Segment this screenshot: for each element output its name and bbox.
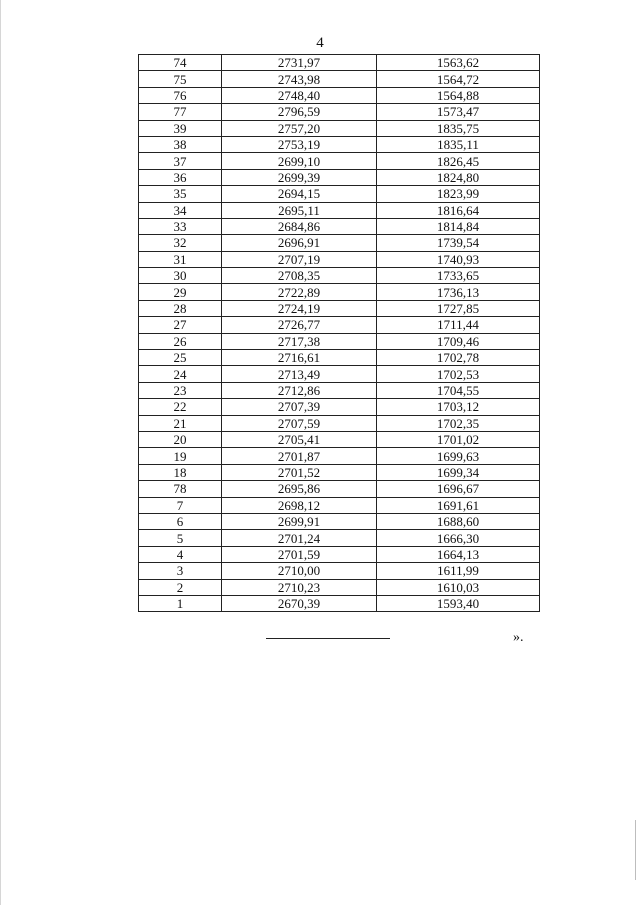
point-number-cell: 39 bbox=[139, 120, 222, 136]
y-coordinate-cell: 1611,99 bbox=[377, 563, 540, 579]
y-coordinate-cell: 1739,54 bbox=[377, 235, 540, 251]
x-coordinate-cell: 2684,86 bbox=[222, 218, 377, 234]
point-number-cell: 29 bbox=[139, 284, 222, 300]
x-coordinate-cell: 2707,19 bbox=[222, 251, 377, 267]
x-coordinate-cell: 2753,19 bbox=[222, 136, 377, 152]
point-number-cell: 37 bbox=[139, 153, 222, 169]
table-row bbox=[139, 546, 540, 562]
y-coordinate-cell: 1823,99 bbox=[377, 186, 540, 202]
x-coordinate-cell: 2695,11 bbox=[222, 202, 377, 218]
table-row bbox=[139, 284, 540, 300]
table-row bbox=[139, 366, 540, 382]
point-number-cell: 31 bbox=[139, 251, 222, 267]
y-coordinate-cell: 1691,61 bbox=[377, 497, 540, 513]
table-row bbox=[139, 317, 540, 333]
table-row bbox=[139, 169, 540, 185]
point-number-cell: 19 bbox=[139, 448, 222, 464]
y-coordinate-cell: 1702,35 bbox=[377, 415, 540, 431]
table-row bbox=[139, 186, 540, 202]
x-coordinate-cell: 2696,91 bbox=[222, 235, 377, 251]
x-coordinate-cell: 2707,39 bbox=[222, 399, 377, 415]
table-row bbox=[139, 415, 540, 431]
x-coordinate-cell: 2713,49 bbox=[222, 366, 377, 382]
table-row bbox=[139, 481, 540, 497]
point-number-cell: 18 bbox=[139, 464, 222, 480]
y-coordinate-cell: 1711,44 bbox=[377, 317, 540, 333]
point-number-cell: 74 bbox=[139, 55, 222, 71]
table-row bbox=[139, 202, 540, 218]
point-number-cell: 22 bbox=[139, 399, 222, 415]
x-coordinate-cell: 2710,23 bbox=[222, 579, 377, 595]
x-coordinate-cell: 2701,87 bbox=[222, 448, 377, 464]
x-coordinate-cell: 2731,97 bbox=[222, 55, 377, 71]
table-row bbox=[139, 350, 540, 366]
point-number-cell: 6 bbox=[139, 513, 222, 529]
x-coordinate-cell: 2707,59 bbox=[222, 415, 377, 431]
x-coordinate-cell: 2726,77 bbox=[222, 317, 377, 333]
y-coordinate-cell: 1736,13 bbox=[377, 284, 540, 300]
table-row bbox=[139, 333, 540, 349]
x-coordinate-cell: 2699,10 bbox=[222, 153, 377, 169]
point-number-cell: 34 bbox=[139, 202, 222, 218]
table-row bbox=[139, 153, 540, 169]
y-coordinate-cell: 1824,80 bbox=[377, 169, 540, 185]
x-coordinate-cell: 2699,39 bbox=[222, 169, 377, 185]
table-row bbox=[139, 399, 540, 415]
y-coordinate-cell: 1573,47 bbox=[377, 104, 540, 120]
table-row bbox=[139, 268, 540, 284]
point-number-cell: 1 bbox=[139, 595, 222, 611]
point-number-cell: 75 bbox=[139, 71, 222, 87]
y-coordinate-cell: 1702,78 bbox=[377, 350, 540, 366]
x-coordinate-cell: 2701,24 bbox=[222, 530, 377, 546]
point-number-cell: 2 bbox=[139, 579, 222, 595]
table-row bbox=[139, 513, 540, 529]
point-number-cell: 38 bbox=[139, 136, 222, 152]
y-coordinate-cell: 1702,53 bbox=[377, 366, 540, 382]
point-number-cell: 27 bbox=[139, 317, 222, 333]
point-number-cell: 5 bbox=[139, 530, 222, 546]
table-row bbox=[139, 87, 540, 103]
x-coordinate-cell: 2694,15 bbox=[222, 186, 377, 202]
table-row bbox=[139, 218, 540, 234]
table-row bbox=[139, 595, 540, 611]
x-coordinate-cell: 2698,12 bbox=[222, 497, 377, 513]
x-coordinate-cell: 2722,89 bbox=[222, 284, 377, 300]
closing-quote-mark: ». bbox=[513, 630, 524, 645]
y-coordinate-cell: 1688,60 bbox=[377, 513, 540, 529]
table-row bbox=[139, 579, 540, 595]
y-coordinate-cell: 1709,46 bbox=[377, 333, 540, 349]
x-coordinate-cell: 2695,86 bbox=[222, 481, 377, 497]
y-coordinate-cell: 1835,75 bbox=[377, 120, 540, 136]
x-coordinate-cell: 2699,91 bbox=[222, 513, 377, 529]
point-number-cell: 20 bbox=[139, 431, 222, 447]
point-number-cell: 78 bbox=[139, 481, 222, 497]
point-number-cell: 24 bbox=[139, 366, 222, 382]
point-number-cell: 30 bbox=[139, 268, 222, 284]
table-row bbox=[139, 136, 540, 152]
table-row bbox=[139, 448, 540, 464]
y-coordinate-cell: 1666,30 bbox=[377, 530, 540, 546]
y-coordinate-cell: 1699,63 bbox=[377, 448, 540, 464]
y-coordinate-cell: 1664,13 bbox=[377, 546, 540, 562]
y-coordinate-cell: 1563,62 bbox=[377, 55, 540, 71]
x-coordinate-cell: 2748,40 bbox=[222, 87, 377, 103]
point-number-cell: 76 bbox=[139, 87, 222, 103]
table-row bbox=[139, 563, 540, 579]
x-coordinate-cell: 2716,61 bbox=[222, 350, 377, 366]
table-row bbox=[139, 251, 540, 267]
y-coordinate-cell: 1696,67 bbox=[377, 481, 540, 497]
table-row bbox=[139, 382, 540, 398]
x-coordinate-cell: 2710,00 bbox=[222, 563, 377, 579]
point-number-cell: 3 bbox=[139, 563, 222, 579]
y-coordinate-cell: 1593,40 bbox=[377, 595, 540, 611]
table-row bbox=[139, 464, 540, 480]
y-coordinate-cell: 1564,72 bbox=[377, 71, 540, 87]
point-number-cell: 7 bbox=[139, 497, 222, 513]
x-coordinate-cell: 2708,35 bbox=[222, 268, 377, 284]
y-coordinate-cell: 1701,02 bbox=[377, 431, 540, 447]
table-row bbox=[139, 431, 540, 447]
coordinates-table bbox=[138, 54, 540, 612]
table-row bbox=[139, 104, 540, 120]
x-coordinate-cell: 2717,38 bbox=[222, 333, 377, 349]
y-coordinate-cell: 1816,64 bbox=[377, 202, 540, 218]
y-coordinate-cell: 1814,84 bbox=[377, 218, 540, 234]
point-number-cell: 36 bbox=[139, 169, 222, 185]
y-coordinate-cell: 1835,11 bbox=[377, 136, 540, 152]
y-coordinate-cell: 1699,34 bbox=[377, 464, 540, 480]
page-number: 4 bbox=[316, 35, 324, 51]
x-coordinate-cell: 2757,20 bbox=[222, 120, 377, 136]
coordinates-table-body bbox=[139, 55, 540, 612]
scan-right-mark bbox=[635, 820, 636, 880]
x-coordinate-cell: 2743,98 bbox=[222, 71, 377, 87]
point-number-cell: 33 bbox=[139, 218, 222, 234]
table-row bbox=[139, 530, 540, 546]
point-number-cell: 35 bbox=[139, 186, 222, 202]
point-number-cell: 23 bbox=[139, 382, 222, 398]
x-coordinate-cell: 2724,19 bbox=[222, 300, 377, 316]
x-coordinate-cell: 2670,39 bbox=[222, 595, 377, 611]
table-row bbox=[139, 120, 540, 136]
x-coordinate-cell: 2712,86 bbox=[222, 382, 377, 398]
y-coordinate-cell: 1733,65 bbox=[377, 268, 540, 284]
table-row bbox=[139, 71, 540, 87]
y-coordinate-cell: 1826,45 bbox=[377, 153, 540, 169]
point-number-cell: 25 bbox=[139, 350, 222, 366]
y-coordinate-cell: 1740,93 bbox=[377, 251, 540, 267]
y-coordinate-cell: 1727,85 bbox=[377, 300, 540, 316]
y-coordinate-cell: 1610,03 bbox=[377, 579, 540, 595]
y-coordinate-cell: 1564,88 bbox=[377, 87, 540, 103]
y-coordinate-cell: 1704,55 bbox=[377, 382, 540, 398]
x-coordinate-cell: 2701,59 bbox=[222, 546, 377, 562]
scan-left-edge bbox=[0, 0, 1, 905]
x-coordinate-cell: 2796,59 bbox=[222, 104, 377, 120]
point-number-cell: 77 bbox=[139, 104, 222, 120]
point-number-cell: 28 bbox=[139, 300, 222, 316]
point-number-cell: 32 bbox=[139, 235, 222, 251]
point-number-cell: 26 bbox=[139, 333, 222, 349]
table-row bbox=[139, 300, 540, 316]
x-coordinate-cell: 2705,41 bbox=[222, 431, 377, 447]
table-row bbox=[139, 55, 540, 71]
footnote-separator-line bbox=[266, 638, 390, 639]
point-number-cell: 4 bbox=[139, 546, 222, 562]
y-coordinate-cell: 1703,12 bbox=[377, 399, 540, 415]
table-row bbox=[139, 235, 540, 251]
table-row bbox=[139, 497, 540, 513]
x-coordinate-cell: 2701,52 bbox=[222, 464, 377, 480]
point-number-cell: 21 bbox=[139, 415, 222, 431]
